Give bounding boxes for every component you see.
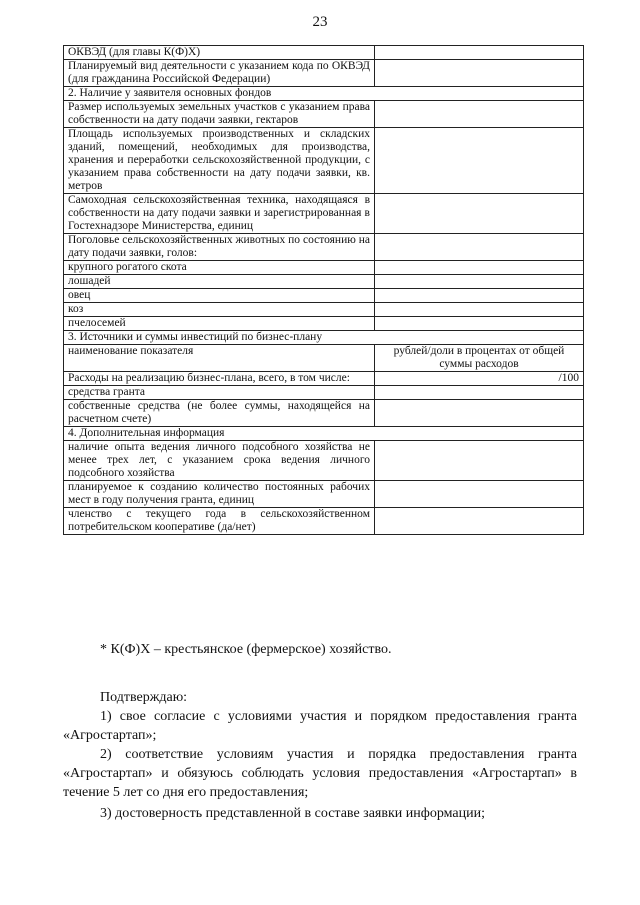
table-row xyxy=(64,234,584,261)
column-header-value: рублей/доли в процентах от общей суммы расходов xyxy=(375,345,584,372)
indicator-label: крупного рогатого скота xyxy=(64,261,375,275)
table-row xyxy=(64,372,584,386)
section-title: 2. Наличие у заявителя основных фондов xyxy=(64,87,584,101)
indicator-label: лошадей xyxy=(64,275,375,289)
value-cell[interactable] xyxy=(375,303,584,317)
value-cell[interactable] xyxy=(375,60,584,87)
indicator-label: планируемое к созданию количество постоянных рабочих мест в году получения гранта, единиц xyxy=(64,481,375,508)
value-cell[interactable]: /100 xyxy=(375,372,584,386)
section-title: 3. Источники и суммы инвестиций по бизнес-плану xyxy=(64,331,584,345)
table-row xyxy=(64,275,584,289)
value-cell[interactable] xyxy=(375,386,584,400)
value-cell[interactable] xyxy=(375,441,584,481)
table-row xyxy=(64,60,584,87)
value-cell[interactable] xyxy=(375,400,584,427)
indicator-label: Самоходная сельскохозяйственная техника, находящаяся в собственности на дату подачи заявки и зарегистрированная в Гостехнадзоре Министерства, единиц xyxy=(64,194,375,234)
indicator-label: собственные средства (не более суммы, находящейся на расчетном счете) xyxy=(64,400,375,427)
indicator-label: наличие опыта ведения личного подсобного хозяйства не менее трех лет, с указанием срока ведения личного подсобного хозяйства xyxy=(64,441,375,481)
table-row xyxy=(64,400,584,427)
confirmation-item: 3) достоверность представленной в составе заявки информации; xyxy=(100,806,485,821)
section-header-row xyxy=(64,331,584,345)
table-row xyxy=(64,441,584,481)
value-cell[interactable] xyxy=(375,275,584,289)
value-cell[interactable] xyxy=(375,234,584,261)
value-cell[interactable] xyxy=(375,317,584,331)
indicator-label: членство с текущего года в сельскохозяйственном потребительском кооперативе (да/нет) xyxy=(64,508,375,535)
indicator-label: овец xyxy=(64,289,375,303)
value-cell[interactable] xyxy=(375,101,584,128)
value-cell[interactable] xyxy=(375,128,584,194)
table-row xyxy=(64,481,584,508)
indicator-label: ОКВЭД (для главы К(Ф)Х) xyxy=(64,46,375,60)
indicator-label: коз xyxy=(64,303,375,317)
table-row xyxy=(64,508,584,535)
indicator-label: пчелосемей xyxy=(64,317,375,331)
table-row xyxy=(64,386,584,400)
table-row xyxy=(64,194,584,234)
confirmation-item: 2) соответствие условиям участия и порядка предоставления гранта «Агростартап» и обязуюсь соблюдать условия предоставления «Агростартап» в течение 5 лет со дня его предоставления; xyxy=(63,747,577,800)
indicator-label: Поголовье сельскохозяйственных животных по состоянию на дату подачи заявки, голов: xyxy=(64,234,375,261)
confirmation-item: 1) свое согласие с условиями участия и порядком предоставления гранта «Агростартап»; xyxy=(63,709,577,743)
value-cell[interactable] xyxy=(375,46,584,60)
value-cell[interactable] xyxy=(375,194,584,234)
indicator-label: Площадь используемых производственных и складских зданий, помещений, необходимых для производства, хранения и переработки сельскохозяйственной продукции, с указанием права собственности на дату подачи заявки, кв. метров xyxy=(64,128,375,194)
table-row xyxy=(64,289,584,303)
table-row xyxy=(64,303,584,317)
table-row xyxy=(64,345,584,372)
column-header-indicator: наименование показателя xyxy=(64,345,375,372)
indicator-label: Размер используемых земельных участков с указанием права собственности на дату подачи заявки, гектаров xyxy=(64,101,375,128)
section-title: 4. Дополнительная информация xyxy=(64,427,584,441)
page-number: 23 xyxy=(312,14,328,30)
value-cell[interactable] xyxy=(375,508,584,535)
indicator-label: средства гранта xyxy=(64,386,375,400)
indicator-label: Планируемый вид деятельности с указанием кода по ОКВЭД (для гражданина Российской Федерации) xyxy=(64,60,375,87)
section-header-row xyxy=(64,87,584,101)
table-row xyxy=(64,317,584,331)
confirmation-block xyxy=(63,688,577,823)
table-row xyxy=(64,261,584,275)
table-row xyxy=(64,101,584,128)
indicator-label: Расходы на реализацию бизнес-плана, всего, в том числе: xyxy=(64,372,375,386)
value-cell[interactable] xyxy=(375,289,584,303)
application-form-table xyxy=(63,45,584,535)
confirmation-heading: Подтверждаю: xyxy=(100,690,188,705)
table-row xyxy=(64,128,584,194)
footnote: * К(Ф)Х – крестьянское (фермерское) хозяйство. xyxy=(100,642,392,657)
section-header-row xyxy=(64,427,584,441)
value-cell[interactable] xyxy=(375,481,584,508)
value-cell[interactable] xyxy=(375,261,584,275)
table-row xyxy=(64,46,584,60)
